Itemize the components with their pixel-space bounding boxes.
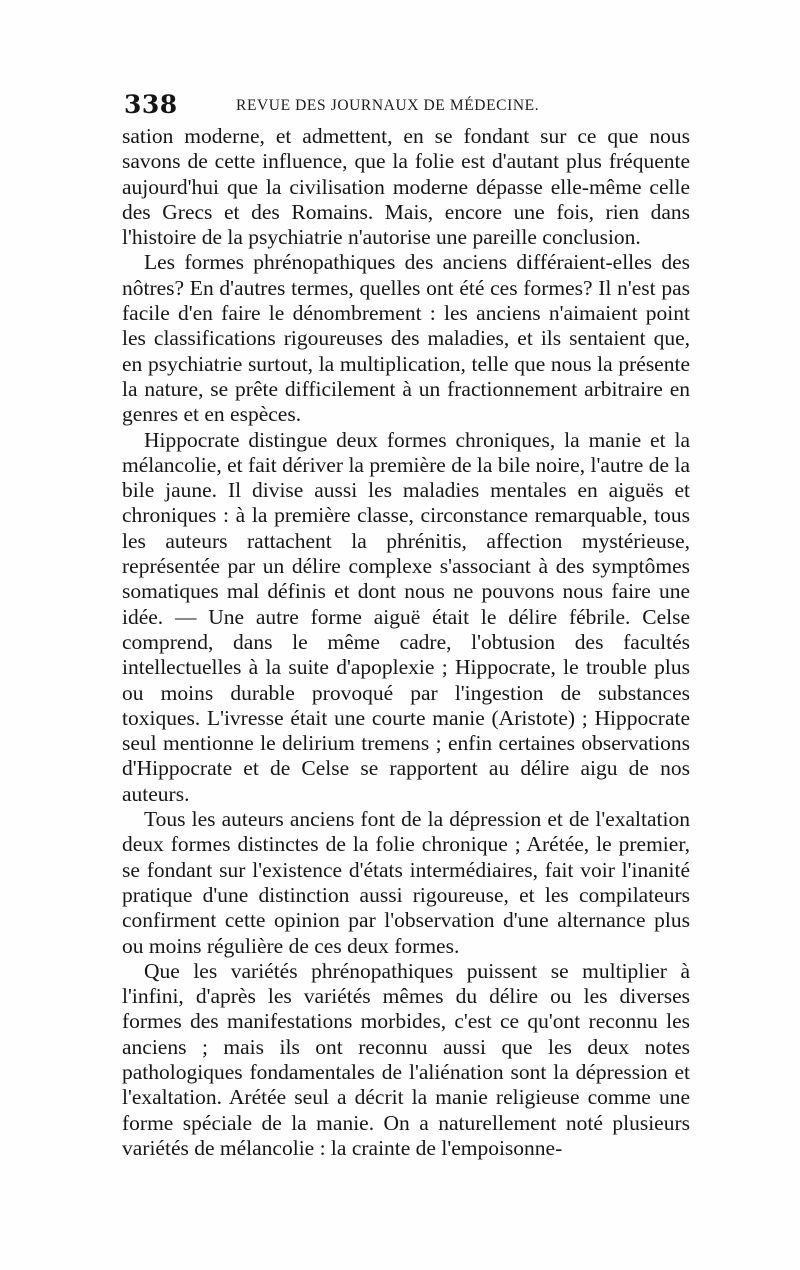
page-number: 338 (124, 90, 178, 119)
body-text (122, 124, 690, 1161)
page-header (124, 86, 686, 126)
paragraph: sation moderne, et admettent, en se fondant sur ce que nous savons de cette influence, que la folie est d'autant plus fréquente aujourd'hui que la civilisation moderne dépasse elle-même celle des Grecs et des Romains. Mais, encore une fois, rien dans l'histoire de la psychiatrie n'autorise une pareille conclusion. (122, 124, 690, 250)
paragraph: Hippocrate distingue deux formes chroniques, la manie et la mélancolie, et fait dériver la première de la bile noire, l'autre de la bile jaune. Il divise aussi les maladies mentales en aiguës et chroniques : à la première classe, circonstance remarquable, tous les auteurs rattachent la phrénitis, affection mystérieuse, représentée par un délire complexe s'associant à des symptômes somatiques mal définis et dont nous ne pouvons nous faire une idée. — Une autre forme aiguë était le délire fébrile. Celse comprend, dans le même cadre, l'obtusion des facultés intellectuelles à la suite d'apoplexie ; Hippocrate, le trouble plus ou moins durable provoqué par l'ingestion de substances toxiques. L'ivresse était une courte manie (Aristote) ; Hippocrate seul mentionne le delirium tremens ; enfin certaines observations d'Hippocrate et de Celse se rapportent au délire aigu de nos auteurs. (122, 427, 690, 806)
paragraph: Que les variétés phrénopathiques puissent se multiplier à l'infini, d'après les variétés mêmes du délire ou les diverses formes des manifestations morbides, c'est ce qu'ont reconnu les anciens ; mais ils ont reconnu aussi que les deux notes pathologiques fondamentales de l'aliénation sont la dépression et l'exaltation. Arétée seul a décrit la manie religieuse comme une forme spéciale de la manie. On a naturellement noté plusieurs variétés de mélancolie : la crainte de l'empoisonne- (122, 958, 690, 1160)
paragraph: Les formes phrénopathiques des anciens différaient-elles des nôtres? En d'autres termes, quelles ont été ces formes? Il n'est pas facile d'en faire le dénombrement : les anciens n'aimaient point les classifications rigoureuses des maladies, et ils sentaient que, en psychiatrie surtout, la multiplication, telle que nous la présente la nature, se prête difficilement à un fractionnement arbitraire en genres et en espèces. (122, 250, 690, 427)
running-title: REVUE DES JOURNAUX DE MÉDECINE. (236, 97, 540, 114)
paragraph: Tous les auteurs anciens font de la dépression et de l'exaltation deux formes distinctes de la folie chronique ; Arétée, le premier, se fondant sur l'existence d'états intermédiaires, fait voir l'inanité pratique d'une distinction aussi rigoureuse, et les compilateurs confirment cette opinion par l'observation d'une alternance plus ou moins régulière de ces deux formes. (122, 807, 690, 958)
